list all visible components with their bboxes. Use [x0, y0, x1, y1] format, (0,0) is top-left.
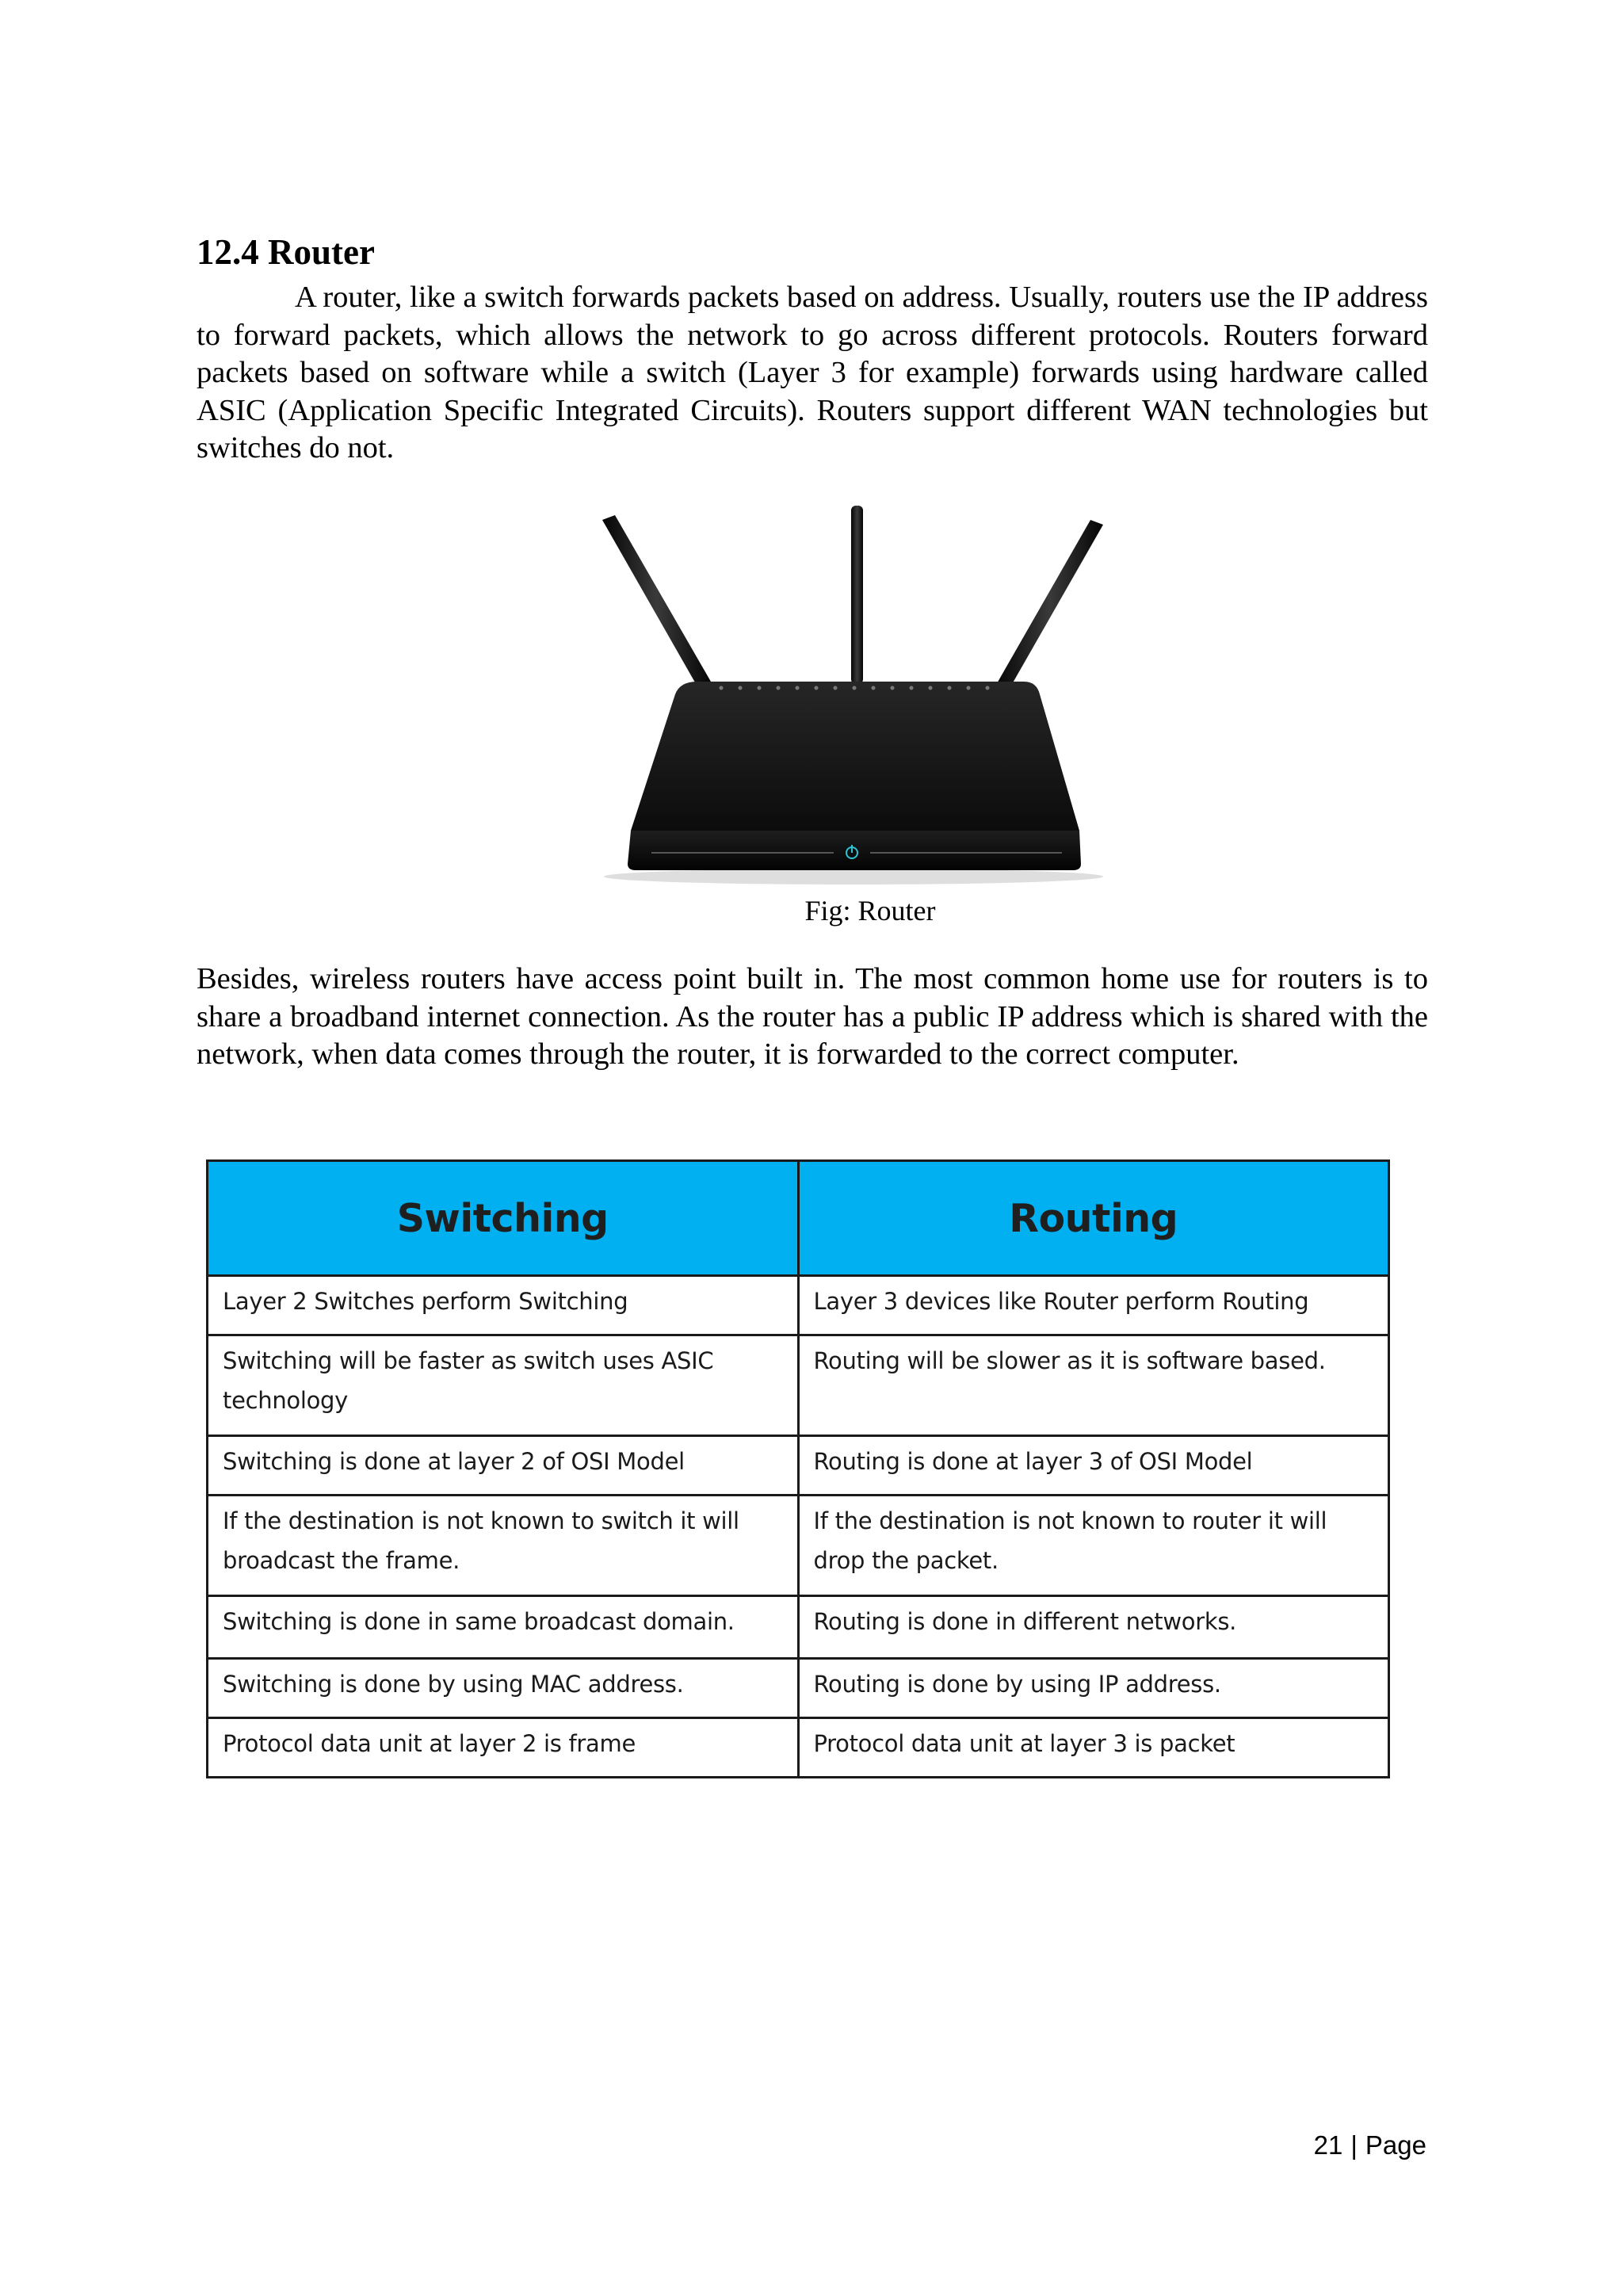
table-row [208, 1436, 1389, 1496]
switching-cell: Switching will be faster as switch uses ASIC technology [208, 1335, 799, 1436]
table-row [208, 1496, 1389, 1596]
routing-cell: Protocol data unit at layer 3 is packet [798, 1718, 1389, 1778]
routing-cell: If the destination is not known to router it will drop the packet. [798, 1496, 1389, 1596]
routing-cell: Routing is done by using IP address. [798, 1659, 1389, 1718]
switching-vs-routing-table [206, 1159, 1390, 1778]
wireless-router-paragraph: Besides, wireless routers have access point built in. The most common home use for routers is to share a broadband internet connection. As the router has a public IP address which is shared with the network, when data comes through the router, it is forwarded to the correct computer. [197, 962, 1428, 1071]
router-image [596, 498, 1103, 886]
page-number: 21 [1313, 2130, 1343, 2160]
antenna-center [851, 506, 863, 684]
routing-cell: Routing is done in different networks. [798, 1596, 1389, 1659]
routing-cell: Routing is done at layer 3 of OSI Model [798, 1436, 1389, 1496]
router-illustration [596, 498, 1103, 886]
switching-cell: If the destination is not known to switch it will broadcast the frame. [208, 1496, 799, 1596]
footer-separator: | [1350, 2130, 1358, 2160]
table-header-row [208, 1161, 1389, 1276]
table-row [208, 1335, 1389, 1436]
switching-cell: Switching is done by using MAC address. [208, 1659, 799, 1718]
antenna-left [602, 515, 711, 688]
section-heading: 12.4 Router [197, 232, 375, 272]
switching-cell: Protocol data unit at layer 2 is frame [208, 1718, 799, 1778]
header-routing: Routing [798, 1161, 1389, 1276]
routing-cell: Routing will be slower as it is software based. [798, 1335, 1389, 1436]
table-row [208, 1718, 1389, 1778]
table-row [208, 1596, 1389, 1659]
switching-cell: Layer 2 Switches perform Switching [208, 1276, 799, 1335]
figure-caption: Fig: Router [804, 895, 936, 926]
router-top-surface [631, 682, 1079, 831]
header-switching: Switching [208, 1161, 799, 1276]
switching-cell: Switching is done in same broadcast domain. [208, 1596, 799, 1659]
page-label: Page [1365, 2130, 1426, 2160]
router-front-panel [628, 831, 1081, 870]
antenna-right [996, 520, 1103, 691]
routing-cell: Layer 3 devices like Router perform Routing [798, 1276, 1389, 1335]
switching-cell: Switching is done at layer 2 of OSI Model [208, 1436, 799, 1496]
table-row [208, 1276, 1389, 1335]
status-lights [720, 686, 990, 690]
table-row [208, 1659, 1389, 1718]
router-intro-paragraph: A router, like a switch forwards packets based on address. Usually, routers use the IP address to forward packets, which allows the network to go across different protocols. Routers forward packets based on software while a switch (Layer 3 for example) forwards using hardware called ASIC (Application Specific Integrated Circuits). Routers support different WAN technologies but switches do not. [197, 281, 1428, 464]
page-footer [1314, 2130, 1426, 2160]
